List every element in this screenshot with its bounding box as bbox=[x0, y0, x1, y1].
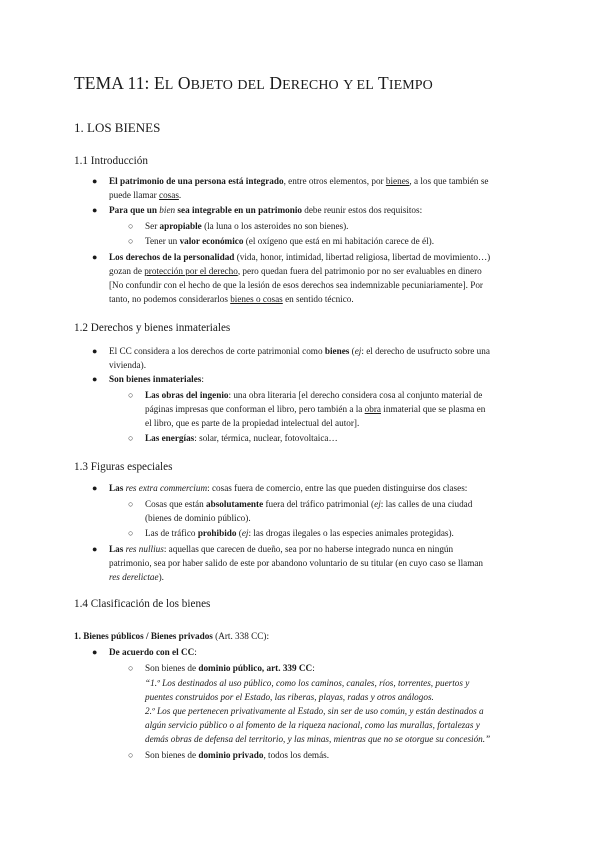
bullet-icon: ● bbox=[92, 483, 98, 493]
quote-line: 2.º Los que pertenecen privativamente al Estado, sin ser de uso común, y están destinados a bbox=[145, 706, 484, 716]
paragraph-line: puede llamar cosas. bbox=[109, 190, 182, 200]
circle-bullet-icon: ○ bbox=[128, 221, 134, 231]
item-prohibido: Las de tráfico prohibido (ej: las drogas ilegales o las especies animales protegidas). bbox=[145, 528, 454, 538]
paragraph-line: (bienes de dominio público). bbox=[145, 513, 251, 523]
bullet-icon: ● bbox=[92, 252, 98, 262]
bullet-icon: ● bbox=[92, 205, 98, 215]
paragraph-patrimonio: El patrimonio de una persona está integrado, entre otros elementos, por bienes, a los que también se bbox=[109, 176, 489, 186]
circle-bullet-icon: ○ bbox=[128, 663, 134, 673]
link-proteccion[interactable]: protección por el derecho bbox=[144, 266, 238, 276]
link-cosas[interactable]: cosas bbox=[159, 190, 179, 200]
paragraph-line: patrimonio, sea por haber salido de este por abandono voluntario de su titular (en cuyo caso se llaman bbox=[109, 558, 484, 568]
section-heading-bienes: 1. LOS BIENES bbox=[74, 120, 161, 135]
bullet-icon: ● bbox=[92, 346, 98, 356]
item-bienes-publicos-privados: 1. Bienes públicos / Bienes privados (Art. 338 CC): bbox=[74, 631, 270, 641]
item-valor-economico: Tener un valor económico (el oxígeno que está en mi habitación carece de él). bbox=[145, 236, 434, 246]
paragraph-line: [No confundir con el hecho de que la lesión de esos derechos sea indemnizable pecuniariamente]. Por bbox=[109, 280, 483, 290]
subsection-heading-introduccion: 1.1 Introducción bbox=[74, 155, 148, 167]
paragraph-extra-commercium: Las res extra commercium: cosas fuera de comercio, entre las que pueden distinguirse dos clases: bbox=[109, 483, 468, 493]
quote-line: demás obras de defensa del territorio, y las minas, mientras que no se otorgue su concesión.” bbox=[145, 734, 491, 744]
paragraph-res-nullius: Las res nullius: aquellas que carecen de dueño, sea por no haberse integrado nunca en ningún bbox=[109, 544, 454, 554]
circle-bullet-icon: ○ bbox=[128, 750, 134, 760]
quote-line: puentes construidos por el Estado, las riberas, playas, radas y otros análogos. bbox=[145, 692, 434, 702]
item-energias: Las energías: solar, térmica, nuclear, fotovoltaica… bbox=[145, 433, 338, 443]
item-obras-ingenio: Las obras del ingenio: una obra literaria [el derecho considera cosa al conjunto material de bbox=[145, 390, 483, 400]
bullet-icon: ● bbox=[92, 176, 98, 186]
link-bienes-o-cosas[interactable]: bienes o cosas bbox=[230, 294, 283, 304]
document-title: TEMA 11: EL OBJETO DEL DERECHO Y EL TIEMPO bbox=[74, 73, 433, 93]
paragraph-personalidad: Los derechos de la personalidad (vida, honor, intimidad, libertad religiosa, libertad de movimiento…) bbox=[109, 252, 491, 262]
quote-line: algún servicio público o al fomento de la riqueza nacional, como las murallas, fortalezas y bbox=[145, 720, 480, 730]
paragraph-line: el libro, que es parte de la propiedad intelectual del autor]. bbox=[145, 418, 360, 428]
subsection-heading-figuras: 1.3 Figuras especiales bbox=[74, 461, 173, 473]
paragraph-line: vivienda). bbox=[109, 360, 146, 370]
circle-bullet-icon: ○ bbox=[128, 236, 134, 246]
circle-bullet-icon: ○ bbox=[128, 528, 134, 538]
quote-line: “1.º Los destinados al uso público, como los caminos, canales, ríos, torrentes, puertos y bbox=[145, 678, 470, 688]
paragraph-line: gozan de protección por el derecho, pero quedan fuera del patrimonio por no ser evaluables en dinero bbox=[109, 266, 482, 276]
circle-bullet-icon: ○ bbox=[128, 433, 134, 443]
circle-bullet-icon: ○ bbox=[128, 390, 134, 400]
paragraph-line: páginas impresas que conforman el libro, pero también a la obra inmaterial que se plasma en bbox=[145, 404, 486, 414]
paragraph-line: res derelictae). bbox=[109, 572, 164, 582]
item-absolutamente: Cosas que están absolutamente fuera del tráfico patrimonial (ej: las calles de una ciudad bbox=[145, 499, 473, 509]
paragraph-line: tanto, no podemos considerarlos bienes o cosas en sentido técnico. bbox=[109, 294, 354, 304]
subsection-heading-clasificacion: 1.4 Clasificación de los bienes bbox=[74, 598, 211, 610]
bullet-icon: ● bbox=[92, 544, 98, 554]
paragraph-integrable: Para que un bien sea integrable en un patrimonio debe reunir estos dos requisitos: bbox=[109, 205, 423, 215]
circle-bullet-icon: ○ bbox=[128, 499, 134, 509]
item-apropiable: Ser apropiable (la luna o los asteroides no son bienes). bbox=[145, 221, 349, 231]
bullet-icon: ● bbox=[92, 374, 98, 384]
bullet-icon: ● bbox=[92, 647, 98, 657]
link-obra[interactable]: obra bbox=[364, 404, 381, 414]
link-bienes[interactable]: bienes bbox=[385, 176, 410, 186]
item-dominio-publico: Son bienes de dominio público, art. 339 CC: bbox=[145, 663, 315, 673]
paragraph-acuerdo-cc: De acuerdo con el CC: bbox=[109, 647, 197, 657]
item-dominio-privado: Son bienes de dominio privado, todos los demás. bbox=[145, 750, 330, 760]
subsection-heading-derechos: 1.2 Derechos y bienes inmateriales bbox=[74, 322, 231, 334]
paragraph-cc-derechos: El CC considera a los derechos de corte patrimonial como bienes (ej: el derecho de usufructo sobre una bbox=[109, 346, 490, 356]
paragraph-inmateriales: Son bienes inmateriales: bbox=[109, 374, 204, 384]
